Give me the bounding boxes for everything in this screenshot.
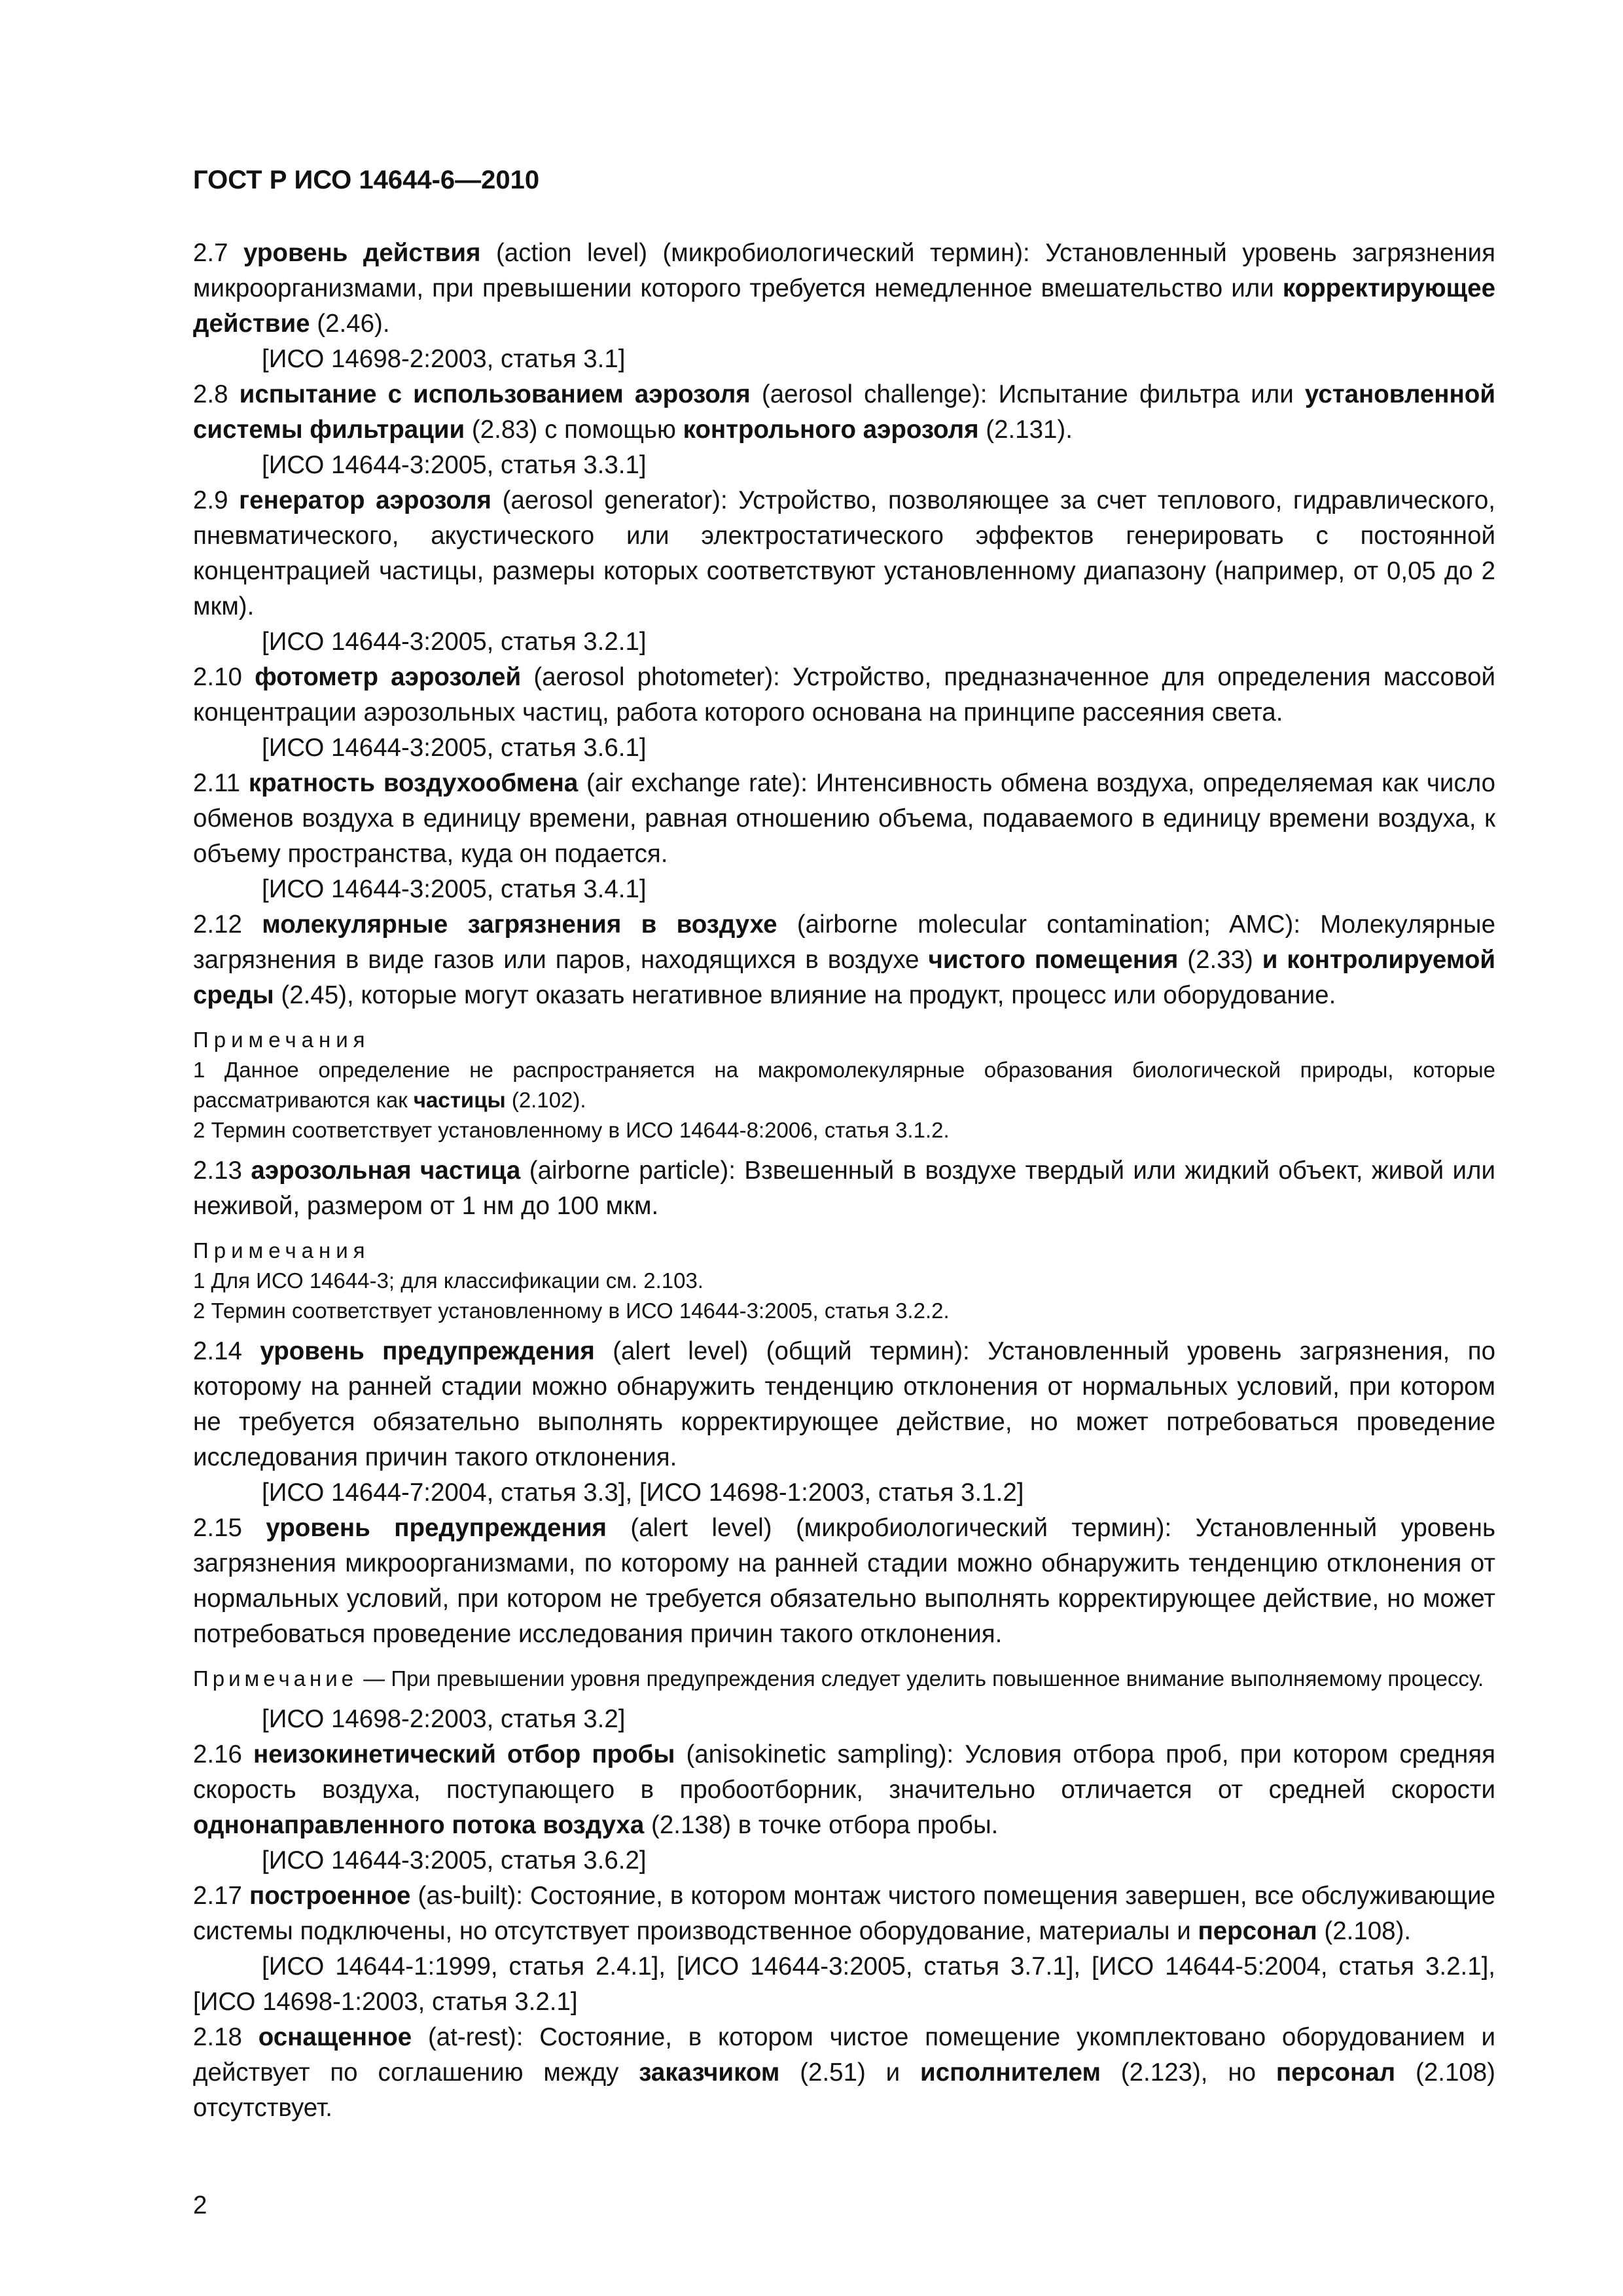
entry-number: 2.18	[193, 2023, 242, 2051]
entry-number: 2.16	[193, 1740, 242, 1768]
entry-number: 2.11	[193, 769, 241, 797]
note-item: 2 Термин соответствует установленному в ИСО 14644-8:2006, статья 3.1.2.	[193, 1118, 950, 1142]
page-number: 2	[193, 2191, 207, 2219]
term-entry-2-10: 2.10 фотометр аэрозолей (aerosol photometer): Устройство, предназначенное для определения массовой концентрации аэрозольных частиц, работа которого основана на принципе рассеяния света.	[193, 663, 1495, 726]
note-item: 1 Для ИСО 14644-3; для классификации см. 2.103.	[193, 1268, 704, 1293]
term-entry-2-13: 2.13 аэрозольная частица (airborne particle): Взвешенный в воздухе твердый или жидкий объект, живой или неживой, размером от 1 нм до 100 мкм.	[193, 1157, 1496, 1220]
term-title: оснащенное	[258, 2023, 412, 2051]
notes-heading: Примечания	[193, 1028, 370, 1052]
term-entry-2-11: 2.11 кратность воздухообмена (air exchange rate): Интенсивность обмена воздуха, определяемая как число обменов воздуха в единицу времени, равная отношению объема, подаваемого в единицу времени воздуха, к объему пространства, куда он подается.	[193, 769, 1495, 868]
term-reference: чистого помещения	[928, 946, 1179, 974]
term-reference: корректирующее действие	[193, 274, 1495, 338]
source-reference: [ИСО 14644-3:2005, статья 3.3.1]	[262, 451, 647, 479]
term-title: генератор аэрозоля	[239, 486, 492, 514]
term-reference: персонал	[1198, 1917, 1317, 1945]
entry-number: 2.9	[193, 486, 228, 514]
term-title: кратность воздухообмена	[248, 769, 579, 797]
term-title: неизокинетический отбор пробы	[253, 1740, 675, 1768]
note-item: 1 Данное определение не распространяется на макромолекулярные образования биологической природы, которые рассматриваются как частицы (2.102).	[193, 1058, 1495, 1112]
entry-number: 2.7	[193, 239, 228, 267]
term-title: уровень предупреждения	[260, 1337, 595, 1365]
term-entry-2-12: 2.12 молекулярные загрязнения в воздухе (airborne molecular contamination; AMC): Молекулярные загрязнения в виде газов или паров, находящихся в воздухе чистого помещения (2.33) и контролируемой среды (2.45), которые могут оказать негативное влияние на продукт, процесс или оборудование.	[193, 910, 1495, 1009]
term-title: уровень действия	[243, 239, 481, 267]
term-title: испытание с использованием аэрозоля	[239, 380, 751, 408]
term-reference: персонал	[1275, 2058, 1396, 2087]
term-title: молекулярные загрязнения в воздухе	[262, 910, 777, 939]
note-item: 2 Термин соответствует установленному в ИСО 14644-3:2005, статья 3.2.2.	[193, 1299, 950, 1323]
entry-number: 2.8	[193, 380, 228, 408]
note-item: Примечание — При превышении уровня предупреждения следует уделить повышенное внимание выполняемому процессу.	[193, 1666, 1484, 1691]
term-reference: установленной системы фильтрации	[193, 380, 1495, 444]
term-reference: частицы	[413, 1088, 506, 1112]
entry-number: 2.10	[193, 663, 242, 691]
term-entry-2-17: 2.17 построенное (as-built): Состояние, в котором монтаж чистого помещения завершен, все обслуживающие системы подключены, но отсутствует производственное оборудование, материалы и персонал (2.108).	[193, 1882, 1495, 1945]
term-reference: однонаправленного потока воздуха	[193, 1811, 645, 1839]
notes-block	[193, 1664, 1495, 1694]
entry-number: 2.17	[193, 1882, 242, 1910]
term-title: аэрозольная частица	[251, 1157, 521, 1185]
term-reference: и контролируемой среды	[193, 946, 1495, 1009]
notes-block	[193, 1236, 1495, 1326]
source-reference: [ИСО 14644-3:2005, статья 3.6.1]	[262, 734, 647, 762]
source-reference: [ИСО 14698-2:2003, статья 3.1]	[262, 345, 626, 373]
source-reference: [ИСО 14698-2:2003, статья 3.2]	[262, 1705, 626, 1733]
entry-number: 2.14	[193, 1337, 242, 1365]
term-title: фотометр аэрозолей	[255, 663, 522, 691]
entry-number: 2.13	[193, 1157, 242, 1185]
term-entry-2-14: 2.14 уровень предупреждения (alert level) (общий термин): Установленный уровень загрязнения, по которому на ранней стадии можно обнаружить тенденцию отклонения от нормальных условий, при котором не требуется обязательно выполнять корректирующее действие, но может потребоваться проведение исследования причин такого отклонения.	[193, 1337, 1496, 1471]
source-reference: [ИСО 14644-7:2004, статья 3.3], [ИСО 14698-1:2003, статья 3.1.2]	[262, 1479, 1024, 1507]
source-reference: [ИСО 14644-3:2005, статья 3.4.1]	[262, 875, 647, 903]
entry-number: 2.12	[193, 910, 242, 939]
document-page	[193, 164, 1495, 2126]
notes-block	[193, 1025, 1495, 1145]
source-reference: [ИСО 14644-3:2005, статья 3.2.1]	[262, 628, 647, 656]
note-heading: Примечание	[193, 1666, 358, 1691]
term-title: построенное	[249, 1882, 411, 1910]
notes-heading: Примечания	[193, 1238, 370, 1263]
term-reference: контрольного аэрозоля	[683, 416, 979, 444]
source-reference: [ИСО 14644-1:1999, статья 2.4.1], [ИСО 14644-3:2005, статья 3.7.1], [ИСО 14644-5:2004, статья 3.2.1], [ИСО 14698-1:2003, статья 3.2.1]	[193, 1952, 1495, 2016]
term-entry-2-16: 2.16 неизокинетический отбор пробы (anisokinetic sampling): Условия отбора проб, при котором средняя скорость воздуха, поступающего в пробоотборник, значительно отличается от средней скорости однонаправленного потока воздуха (2.138) в точке отбора пробы.	[193, 1740, 1496, 1839]
term-entry-2-18: 2.18 оснащенное (at-rest): Состояние, в котором чистое помещение укомплектовано оборудованием и действует по соглашению между заказчиком (2.51) и исполнителем (2.123), но персонал (2.108) отсутствует.	[193, 2023, 1495, 2122]
term-entry-2-15: 2.15 уровень предупреждения (alert level) (микробиологический термин): Установленный уровень загрязнения микроорганизмами, по которому на ранней стадии можно обнаружить тенденцию отклонения от нормальных условий, при котором не требуется обязательно выполнять корректирующее действие, но может потребоваться проведение исследования причин такого отклонения.	[193, 1514, 1495, 1648]
term-entry-2-7: 2.7 уровень действия (action level) (микробиологический термин): Установленный уровень загрязнения микроорганизмами, при превышении которого требуется немедленное вмешательство или корректирующее действие (2.46).	[193, 239, 1495, 338]
document-code-header: ГОСТ Р ИСО 14644-6—2010	[193, 166, 540, 194]
term-title: уровень предупреждения	[266, 1514, 607, 1542]
term-reference: заказчиком	[639, 2058, 780, 2087]
term-reference: исполнителем	[920, 2058, 1101, 2087]
term-entry-2-9: 2.9 генератор аэрозоля (aerosol generator): Устройство, позволяющее за счет теплового, гидравлического, пневматического, акустического или электростатического эффектов генерировать с постоянной концентрацией частицы, размеры которых соответствуют установленному диапазону (например, от 0,05 до 2 мкм).	[193, 486, 1495, 620]
source-reference: [ИСО 14644-3:2005, статья 3.6.2]	[262, 1846, 647, 1874]
term-entry-2-8: 2.8 испытание с использованием аэрозоля (aerosol challenge): Испытание фильтра или установленной системы фильтрации (2.83) с помощью контрольного аэрозоля (2.131).	[193, 380, 1495, 444]
entry-number: 2.15	[193, 1514, 242, 1542]
